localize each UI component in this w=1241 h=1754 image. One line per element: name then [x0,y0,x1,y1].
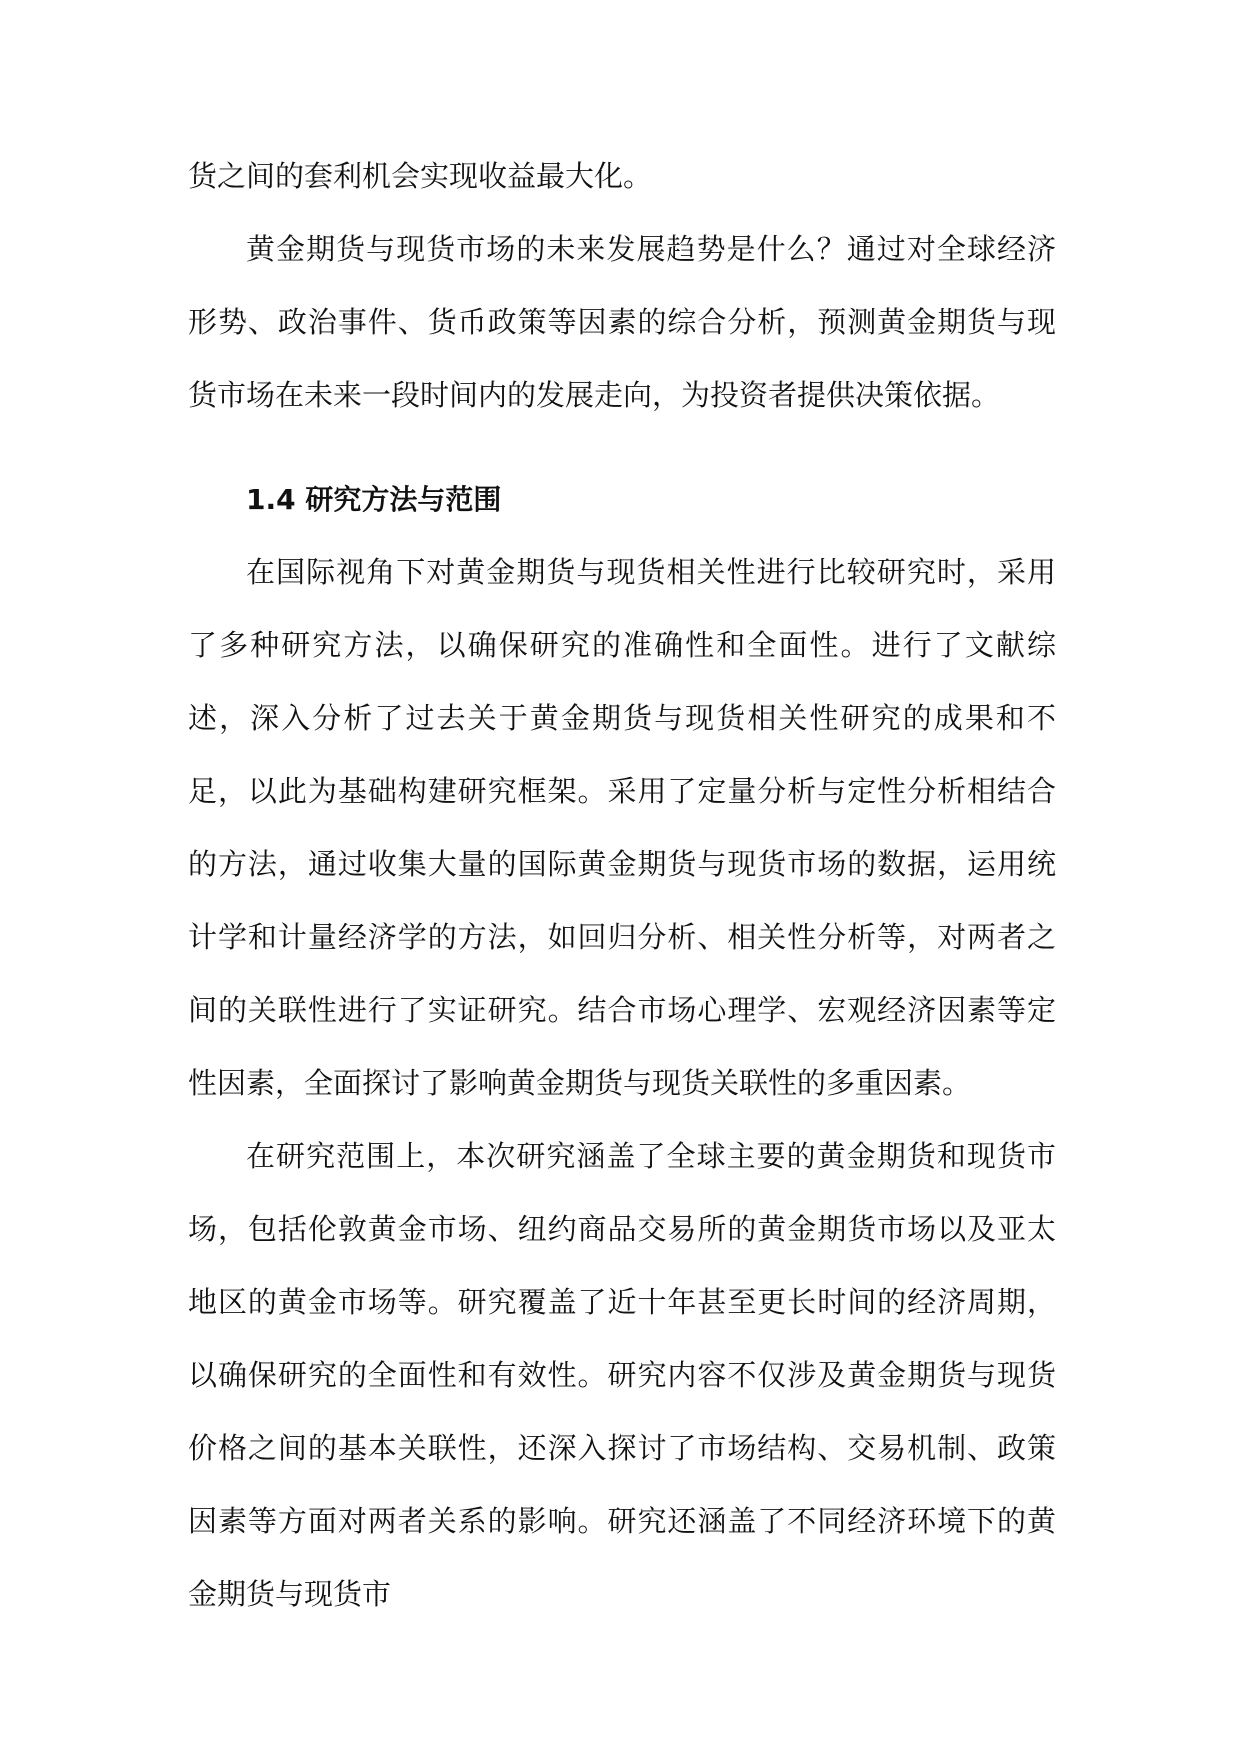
paragraph-future-trends: 黄金期货与现货市场的未来发展趋势是什么？通过对全球经济形势、政治事件、货币政策等因素的综合分析，预测黄金期货与现货市场在未来一段时间内的发展走向，为投资者提供决策依据。 [188,232,1056,412]
section-heading: 1.4 研究方法与范围 [246,483,502,516]
document-body [188,140,1056,1631]
paragraph-research-methods: 在国际视角下对黄金期货与现货相关性进行比较研究时，采用了多种研究方法，以确保研究的准确性和全面性。进行了文献综述，深入分析了过去关于黄金期货与现货相关性研究的成果和不足，以此为基础构建研究框架。采用了定量分析与定性分析相结合的方法，通过收集大量的国际黄金期货与现货市场的数据，运用统计学和计量经济学的方法，如回归分析、相关性分析等，对两者之间的关联性进行了实证研究。结合市场心理学、宏观经济因素等定性因素，全面探讨了影响黄金期货与现货关联性的多重因素。 [188,555,1056,1100]
paragraph-continued: 货之间的套利机会实现收益最大化。 [188,159,653,193]
paragraph-research-scope: 在研究范围上，本次研究涵盖了全球主要的黄金期货和现货市场，包括伦敦黄金市场、纽约商品交易所的黄金期货市场以及亚太地区的黄金市场等。研究覆盖了近十年甚至更长时间的经济周期，以确保研究的全面性和有效性。研究内容不仅涉及黄金期货与现货价格之间的基本关联性，还深入探讨了市场结构、交易机制、政策因素等方面对两者关系的影响。研究还涵盖了不同经济环境下的黄金期货与现货市 [188,1139,1056,1611]
